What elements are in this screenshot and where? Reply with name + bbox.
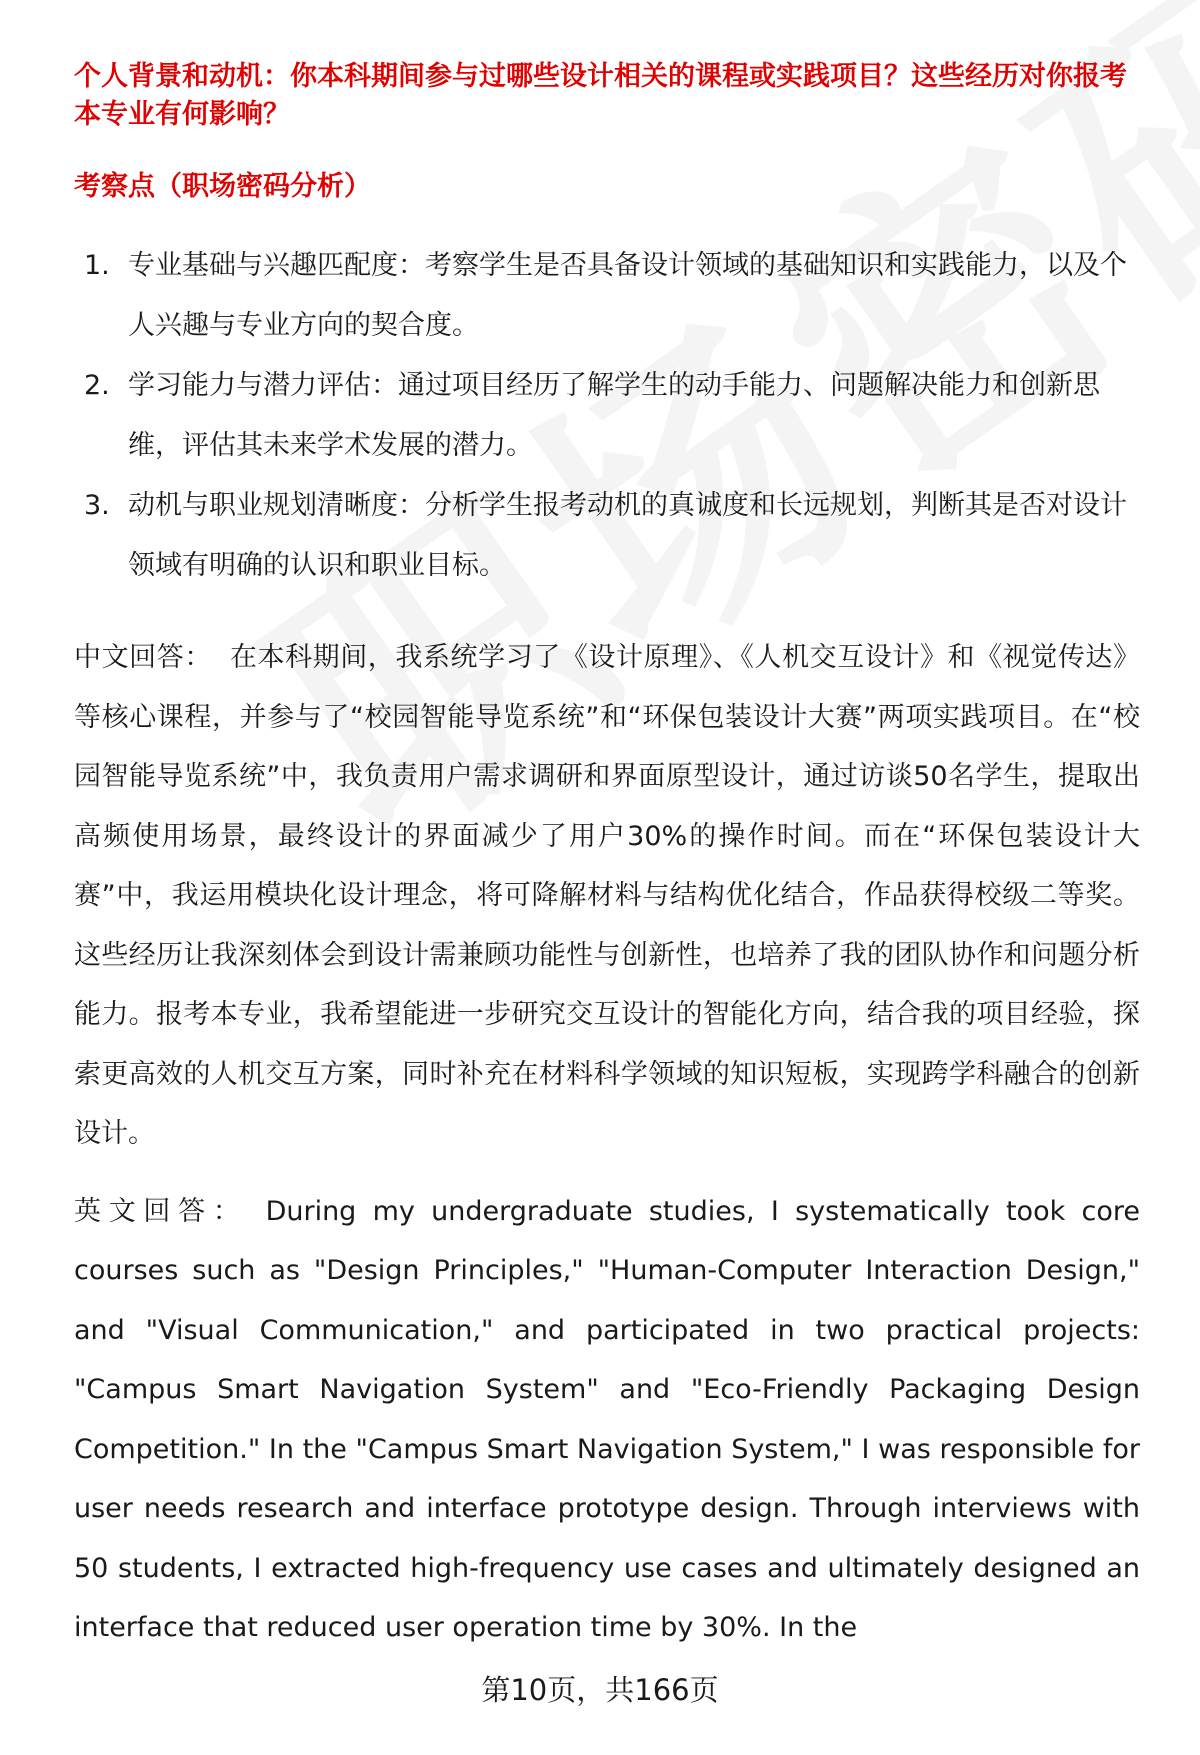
points-list — [74, 236, 1140, 596]
page-content — [74, 58, 1140, 1658]
points-heading: 考察点（职场密码分析） — [74, 171, 371, 202]
list-item-text: 动机与职业规划清晰度：分析学生报考动机的真诚度和长远规划，判断其是否对设计领域有明确的认识和职业目标。 — [128, 490, 1127, 581]
list-item — [74, 476, 1140, 596]
list-item — [74, 356, 1140, 476]
english-answer-label: 英文回答： — [74, 1195, 248, 1227]
list-item-number: 3. — [84, 490, 110, 521]
english-answer — [74, 1182, 1140, 1658]
list-item-text: 学习能力与潜力评估：通过项目经历了解学生的动手能力、问题解决能力和创新思维，评估其未来学术发展的潜力。 — [128, 370, 1100, 461]
list-item-number: 2. — [84, 370, 110, 401]
chinese-answer-text: 在本科期间，我系统学习了《设计原理》、《人机交互设计》和《视觉传达》等核心课程，并参与了“校园智能导览系统”和“环保包装设计大赛”两项实践项目。在“校园智能导览系统”中，我负责用户需求调研和界面原型设计，通过访谈50名学生，提取出高频使用场景，最终设计的界面减少了用户30%的操作时间。而在“环保包装设计大赛”中，我运用模块化设计理念，将可降解材料与结构优化结合，作品获得校级二等奖。这些经历让我深刻体会到设计需兼顾功能性与创新性，也培养了我的团队协作和问题分析能力。报考本专业，我希望能进一步研究交互设计的智能化方向，结合我的项目经验，探索更高效的人机交互方案，同时补充在材料科学领域的知识短板，实现跨学科融合的创新设计。 — [74, 642, 1141, 1149]
page-number-footer: 第10页，共166页 — [481, 1673, 719, 1707]
chinese-answer-label: 中文回答： — [74, 642, 212, 673]
list-item — [74, 236, 1140, 356]
chinese-answer — [74, 628, 1140, 1164]
list-item-text: 专业基础与兴趣匹配度：考察学生是否具备设计领域的基础知识和实践能力，以及个人兴趣与专业方向的契合度。 — [128, 250, 1127, 341]
english-answer-text: During my undergraduate studies, I systematically took core courses such as "Design Principles," "Human-Computer Interaction Design," and "Visual Communication," and participated in two practical projects: "Campus Smart Navigation System" and "Eco-Friendly Packaging Design Competition." In the "Campus Smart Navigation System," I was responsible for user needs research and interface prototype design. Through interviews with 50 students, I extracted high-frequency use cases and ultimately designed an interface that reduced user operation time by 30%. In the — [74, 1195, 1141, 1643]
list-item-number: 1. — [84, 250, 110, 281]
question-heading: 个人背景和动机：你本科期间参与过哪些设计相关的课程或实践项目？这些经历对你报考本专业有何影响？ — [74, 61, 1127, 130]
